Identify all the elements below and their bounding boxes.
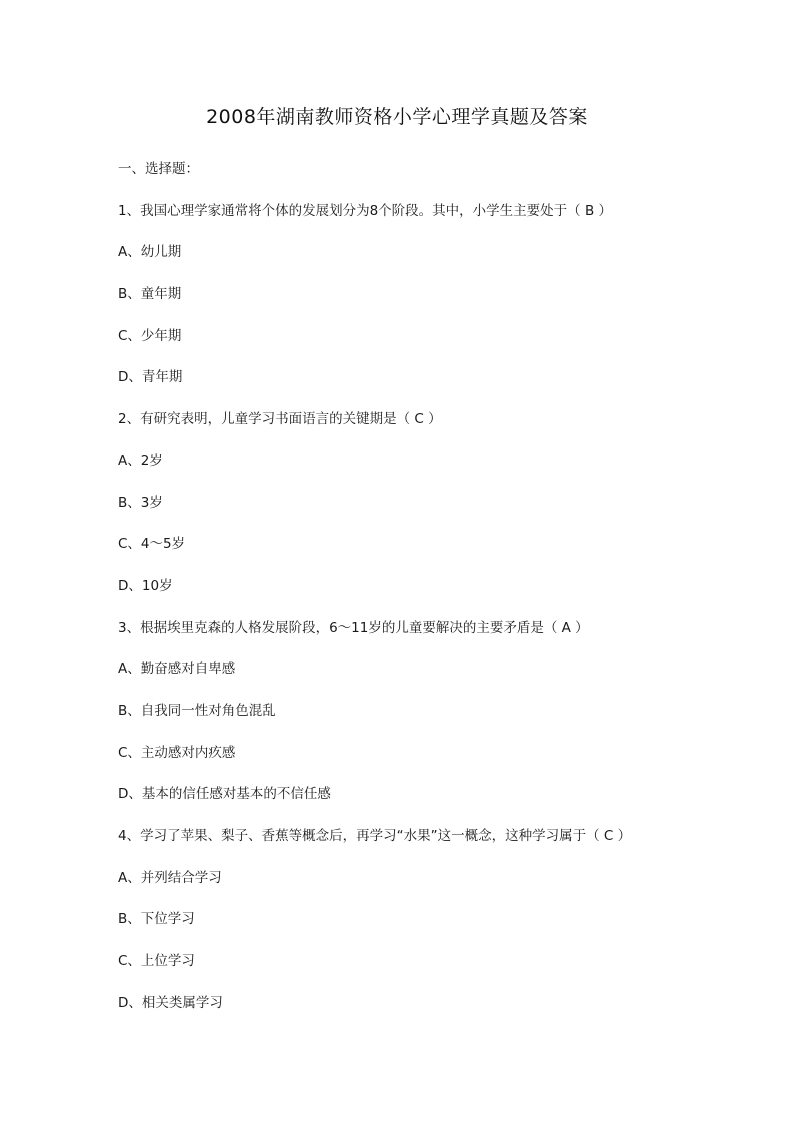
question-4: 4、学习了苹果、梨子、香蕉等概念后，再学习“水果”这一概念，这种学习属于（ C ） [118,828,632,844]
question-3-option-b: B、自我同一性对角色混乱 [118,702,276,719]
question-1-option-a: A、幼儿期 [118,244,182,261]
question-2-option-b: B、3岁 [118,494,163,511]
question-2-option-d: D、10岁 [118,577,173,594]
page-title: 2008年湖南教师资格小学心理学真题及答案 [206,106,588,128]
question-4-option-d: D、相关类属学习 [118,994,223,1011]
question-4-option-a: A、并列结合学习 [118,869,222,886]
section-heading: 一、选择题： [118,161,199,177]
question-2: 2、有研究表明，儿童学习书面语言的关键期是（ C ） [118,411,442,428]
question-3-option-c: C、主动感对内疚感 [118,744,236,761]
question-2-option-a: A、2岁 [118,452,163,469]
question-3-option-a: A、勤奋感对自卑感 [118,661,236,678]
question-4-option-b: B、下位学习 [118,911,195,928]
question-1-option-c: C、少年期 [118,327,182,344]
question-4-option-c: C、上位学习 [118,953,195,970]
question-3: 3、根据埃里克森的人格发展阶段，6～11岁的儿童要解决的主要矛盾是（ A ） [118,619,589,636]
question-1-option-b: B、童年期 [118,286,182,303]
question-1: 1、我国心理学家通常将个体的发展划分为8个阶段。其中，小学生主要处于（ B ） [118,202,613,219]
question-1-option-d: D、青年期 [118,369,183,386]
question-3-option-d: D、基本的信任感对基本的不信任感 [118,786,331,803]
question-list [118,158,738,1033]
question-2-option-c: C、4～5岁 [118,536,186,553]
